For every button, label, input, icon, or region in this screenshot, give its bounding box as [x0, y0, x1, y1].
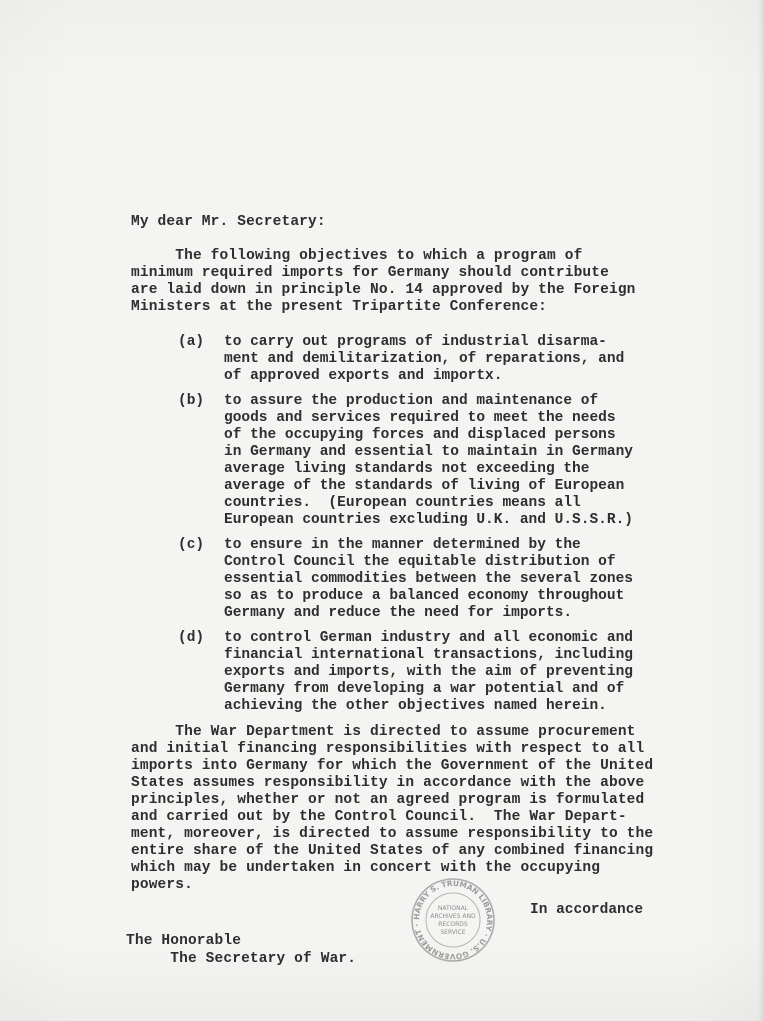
body-line: States assumes responsibility in accordance with the above [131, 775, 645, 791]
body-line: The War Department is directed to assume procurement [131, 724, 636, 740]
addressee-line: The Honorable [126, 933, 242, 949]
item-a-line: ment and demilitarization, of reparations, and [224, 351, 625, 367]
addressee-line: The Secretary of War. [126, 951, 357, 967]
item-a-line: to carry out programs of industrial disarma- [224, 334, 607, 350]
body-line: and initial financing responsibilities with respect to all [131, 741, 645, 757]
intro-line: The following objectives to which a program of [131, 248, 583, 264]
item-d-label: (d) [178, 630, 205, 646]
body-line: which may be undertaken in concert with the occupying [131, 860, 601, 876]
intro-line: minimum required imports for Germany should contribute [131, 265, 609, 281]
item-b-label: (b) [178, 393, 205, 409]
item-b-line: of the occupying forces and displaced persons [224, 427, 616, 443]
item-d-line: financial international transactions, including [224, 647, 633, 663]
archive-stamp-seal [407, 877, 499, 963]
item-c-label: (c) [178, 537, 205, 553]
item-c-line: Germany and reduce the need for imports. [224, 605, 573, 621]
item-c-line: so as to produce a balanced economy throughout [224, 588, 625, 604]
item-b-line: in Germany and essential to maintain in Germany [224, 444, 633, 460]
intro-line: are laid down in principle No. 14 approved by the Foreign [131, 282, 636, 298]
item-b-line: to assure the production and maintenance of [224, 393, 599, 409]
stamp-outer-text: HARRY S. TRUMAN LIBRARY · U.S. GOVERNMENT · [411, 878, 495, 962]
item-b-line: goods and services required to meet the needs [224, 410, 616, 426]
item-b-line: average of the standards of living of European [224, 478, 625, 494]
body-line: powers. [131, 877, 193, 893]
item-a-label: (a) [178, 334, 205, 350]
item-b-line: European countries excluding U.K. and U.S.S.R.) [224, 512, 633, 528]
item-c-line: Control Council the equitable distribution of [224, 554, 616, 570]
item-b-line: average living standards not exceeding the [224, 461, 590, 477]
archive-stamp [407, 877, 499, 963]
item-c-line: to ensure in the manner determined by the [224, 537, 581, 553]
stamp-inner-line: ARCHIVES AND [430, 913, 476, 920]
stamp-inner-line: SERVICE [440, 929, 466, 936]
body-line: and carried out by the Control Council. The War Depart- [131, 809, 627, 825]
body-line: ment, moreover, is directed to assume responsibility to the [131, 826, 654, 842]
item-d-line: achieving the other objectives named herein. [224, 698, 607, 714]
item-c-line: essential commodities between the several zones [224, 571, 633, 587]
salutation: My dear Mr. Secretary: [131, 214, 326, 230]
body-line: imports into Germany for which the Government of the United [131, 758, 654, 774]
body-line: entire share of the United States of any combined financing [131, 843, 654, 859]
intro-line: Ministers at the present Tripartite Conference: [131, 299, 548, 315]
item-d-line: Germany from developing a war potential and of [224, 681, 625, 697]
item-d-line: exports and imports, with the aim of preventing [224, 664, 633, 680]
stamp-inner-line: RECORDS [438, 921, 468, 928]
item-b-line: countries. (European countries means all [224, 495, 581, 511]
page-edge-shadow [758, 0, 764, 1021]
body-line: principles, whether or not an agreed program is formulated [131, 792, 645, 808]
continuation-text: In accordance [530, 902, 644, 918]
stamp-inner-line: NATIONAL [437, 905, 469, 912]
item-a-line: of approved exports and importx. [224, 368, 503, 384]
item-d-line: to control German industry and all economic and [224, 630, 633, 646]
